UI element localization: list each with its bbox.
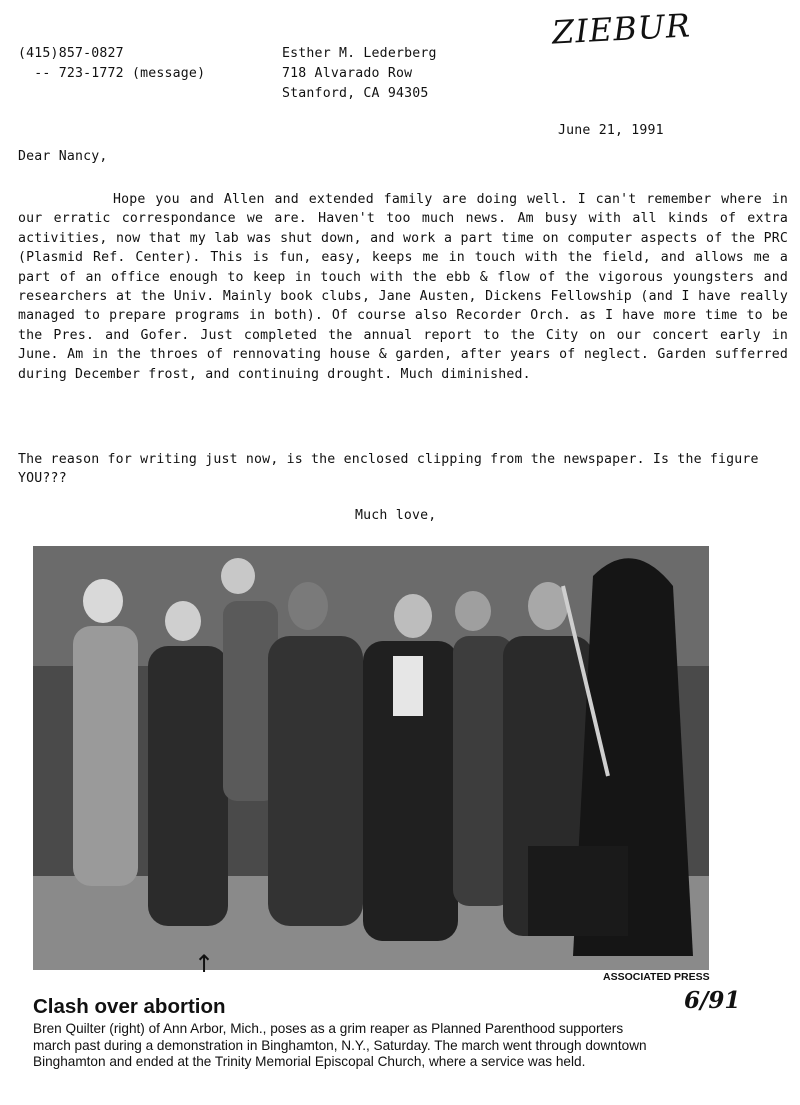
phone-line: (415)857-0827 [18, 46, 124, 61]
sender-city: Stanford, CA 94305 [282, 86, 429, 101]
arrow-up-icon: ↑ [194, 950, 215, 978]
handwritten-date: 6/91 [684, 987, 741, 1014]
letter-date: June 21, 1991 [558, 123, 664, 138]
letter-body-text: Hope you and Allen and extended family are doing well. I can't remember where in our erratic correspondance we are. Haven't too much news. Am busy with all kinds of extra activities, now that my lab was shut down, and work a part time on computer aspects of the PRC (Plasmid Ref. Center). This is fun, easy, keeps me in touch with the field, and allows me a part of an office enough to keep in touch with the ebb & flow of the vigorous youngsters and researchers at the Univ. Mainly book clubs, Jane Austen, Dickens Fellowship (and I have really managed to prepare programs in both). Of course also Recorder Orch. as I have more time to be the Pres. and Gofer. Just completed the annual report to the City on our concert early in June. Am in the throes of rennovating house & garden, after years of neglect. Garden sufferred during December frost, and continuing drought. Much diminished. [18, 192, 788, 382]
letter-closing: Much love, [355, 508, 437, 523]
letter-reason: The reason for writing just now, is the enclosed clipping from the newspaper. Is the figure YOU??? [18, 452, 759, 487]
letter-body [18, 190, 788, 384]
clipping-caption: Bren Quilter (right) of Ann Arbor, Mich., poses as a grim reaper as Planned Parenthood supporters march past during a demonstration in Binghamton, N.Y., Saturday. The march went through downtown Binghamton and ended at the Trinity Memorial Episcopal Church, where a service was held. [33, 1021, 647, 1069]
handwritten-name-annotation: ZIEBUR [551, 6, 692, 52]
sender-address [282, 44, 437, 104]
photo-illustration [33, 546, 709, 970]
photo-credit: ASSOCIATED PRESS [603, 971, 710, 983]
clipping-headline: Clash over abortion [33, 995, 226, 1018]
phone-line: -- 723-1772 (message) [18, 66, 206, 81]
newspaper-photo [33, 546, 709, 970]
salutation: Dear Nancy, [18, 149, 108, 164]
phone-block [18, 44, 205, 84]
sender-street: 718 Alvarado Row [282, 66, 413, 81]
sender-name: Esther M. Lederberg [282, 46, 437, 61]
